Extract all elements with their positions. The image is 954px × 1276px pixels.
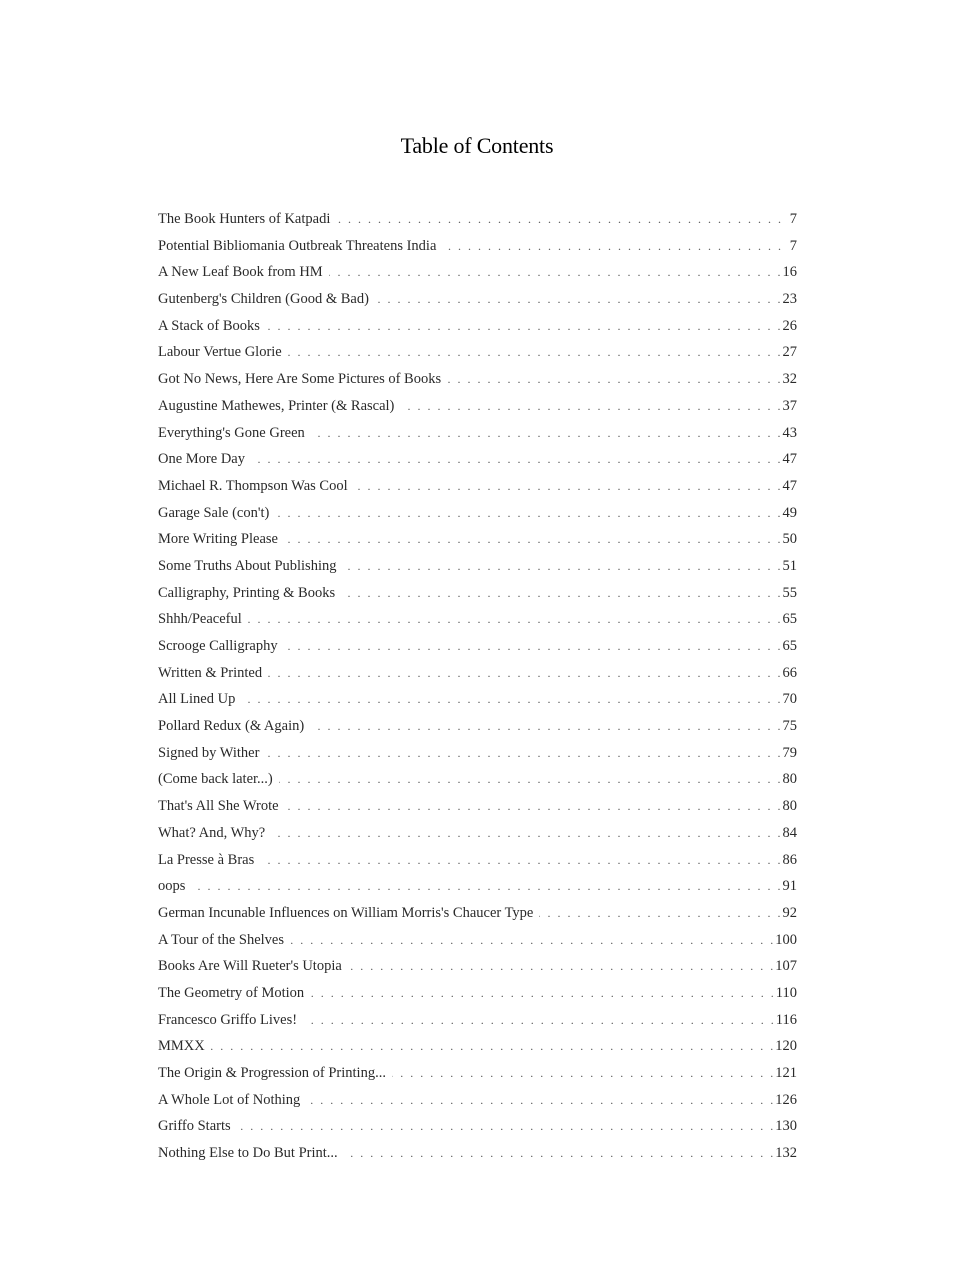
toc-page-number: 116 (775, 1011, 797, 1028)
toc-entry[interactable] (158, 238, 797, 265)
toc-entry[interactable] (158, 771, 797, 798)
toc-page-number: 70 (782, 691, 797, 708)
toc-entry-title: A New Leaf Book from HM (158, 264, 323, 281)
toc-entry-title: Griffo Starts (158, 1118, 231, 1135)
toc-entry-title: A Whole Lot of Nothing (158, 1091, 301, 1108)
toc-entry[interactable] (158, 291, 797, 318)
toc-entry-title: Signed by Wither (158, 744, 260, 761)
toc-entry-title: Augustine Mathewes, Printer (& Rascal) (158, 397, 395, 414)
toc-entry-title: The Origin & Progression of Printing... (158, 1065, 386, 1081)
toc-page-number: 92 (782, 904, 797, 921)
toc-page-number: 47 (782, 477, 797, 494)
toc-entry-title: Books Are Will Rueter's Utopia (158, 958, 342, 975)
dot-leader (539, 906, 780, 921)
toc-page-number: 130 (775, 1118, 797, 1135)
toc-entry-title: Michael R. Thompson Was Cool (158, 477, 348, 494)
toc-page-number: 32 (782, 371, 797, 388)
dot-leader (290, 933, 773, 948)
toc-entry[interactable] (158, 958, 797, 985)
toc-page-number: 55 (782, 584, 797, 601)
toc-entry-title: Everything's Gone Green (158, 424, 305, 441)
dot-leader (211, 1039, 774, 1054)
toc-entry-title: Some Truths About Publishing (158, 557, 337, 574)
toc-page-number: 49 (782, 504, 797, 521)
toc-page-number: 107 (775, 958, 797, 975)
dot-leader (442, 239, 781, 254)
dot-leader (279, 772, 781, 787)
toc-entry-title: La Presse à Bras (158, 851, 255, 868)
toc-entry-title: Shhh/Peaceful (158, 611, 242, 628)
toc-entry[interactable] (158, 478, 797, 505)
toc-entry-title: Scrooge Calligraphy (158, 638, 278, 654)
dot-leader (342, 559, 780, 574)
toc-entry-title: That's All She Wrote (158, 798, 279, 815)
toc-entry[interactable] (158, 665, 797, 692)
toc-page-number: 84 (782, 824, 797, 841)
toc-entry[interactable] (158, 531, 797, 558)
page-title: Table of Contents (400, 132, 554, 158)
toc-entry[interactable] (158, 1092, 797, 1119)
toc-entry-title: Written & Printed (158, 664, 263, 681)
toc-entry[interactable] (158, 211, 797, 238)
dot-leader (447, 372, 780, 387)
toc-entry[interactable] (158, 852, 797, 879)
toc-entry-title: The Geometry of Motion (158, 984, 305, 1001)
dot-leader (191, 879, 780, 894)
toc-entry-title: One More Day (158, 451, 245, 468)
dot-leader (248, 612, 781, 627)
toc-page-number: 91 (782, 878, 797, 895)
toc-entry-title: Calligraphy, Printing & Books (158, 584, 336, 601)
toc-entry[interactable] (158, 718, 797, 745)
toc-page-number: 26 (782, 317, 797, 334)
toc-page-number: 23 (782, 291, 797, 308)
toc-entry-title: Potential Bibliomania Outbreak Threatens India (158, 237, 437, 254)
toc-entry[interactable] (158, 638, 797, 665)
toc-page-number: 79 (782, 744, 797, 761)
dot-leader (392, 1066, 773, 1081)
toc-page-number: 80 (782, 798, 797, 815)
dot-leader (251, 452, 781, 467)
toc-entry-title: The Book Hunters of Katpadi (158, 211, 331, 227)
dot-leader (306, 1093, 773, 1108)
toc-page-number: 47 (782, 451, 797, 468)
toc-page-number: 7 (789, 237, 797, 254)
dot-leader (310, 986, 774, 1001)
dot-leader (375, 292, 781, 307)
dot-leader (265, 746, 780, 761)
toc-entry[interactable] (158, 1118, 797, 1145)
toc-entry[interactable] (158, 985, 797, 1012)
toc-page-number: 65 (782, 611, 797, 628)
toc-entry[interactable] (158, 745, 797, 772)
toc-page-number: 110 (775, 984, 797, 1001)
toc-entry-title: Francesco Griffo Lives! (158, 1011, 298, 1028)
dot-leader (354, 479, 781, 494)
toc-entry[interactable] (158, 878, 797, 905)
toc-page-number: 100 (775, 931, 797, 948)
dot-leader (266, 319, 781, 334)
toc-entry-title: All Lined Up (158, 691, 236, 708)
toc-entry-title: More Writing Please (158, 531, 278, 548)
dot-leader (344, 1146, 774, 1161)
toc-entry[interactable] (158, 1145, 797, 1172)
toc-page-number: 120 (775, 1038, 797, 1055)
toc-entry[interactable] (158, 798, 797, 825)
dot-leader (284, 639, 781, 654)
toc-page-number: 66 (782, 664, 797, 681)
toc-page-number: 51 (782, 557, 797, 574)
toc-entry[interactable] (158, 932, 797, 959)
toc-page-number: 75 (782, 718, 797, 735)
toc-entry[interactable] (158, 398, 797, 425)
toc-page-number: 121 (775, 1065, 797, 1081)
toc-entry[interactable] (158, 825, 797, 852)
toc-entry[interactable] (158, 611, 797, 638)
toc-entry-title: A Tour of the Shelves (158, 931, 284, 948)
toc-entry-title: What? And, Why? (158, 824, 266, 841)
dot-leader (341, 586, 780, 601)
toc-page-number: 80 (782, 771, 797, 788)
dot-leader (260, 853, 780, 868)
toc-entry-title: Garage Sale (con't) (158, 504, 270, 521)
toc-entry-title: Nothing Else to Do But Print... (158, 1145, 338, 1162)
dot-leader (336, 212, 781, 227)
toc-entry[interactable] (158, 425, 797, 452)
dot-leader (310, 719, 780, 734)
toc-entry[interactable] (158, 558, 797, 585)
dot-leader (400, 399, 780, 414)
toc-list (158, 211, 797, 1172)
dot-leader (271, 826, 780, 841)
toc-page-number: 37 (782, 397, 797, 414)
toc-entry[interactable] (158, 905, 797, 932)
dot-leader (241, 692, 780, 707)
toc-entry[interactable] (158, 585, 797, 612)
toc-entry-title: Got No News, Here Are Some Pictures of Books (158, 371, 442, 388)
toc-page-number: 126 (775, 1091, 797, 1108)
toc-entry-title: German Incunable Influences on William Morris's Chaucer Type (158, 904, 534, 921)
toc-entry[interactable] (158, 1065, 797, 1092)
toc-entry-title: A Stack of Books (158, 317, 260, 334)
dot-leader (268, 666, 780, 681)
dot-leader (303, 1013, 774, 1028)
dot-leader (275, 506, 780, 521)
dot-leader (284, 532, 781, 547)
dot-leader (288, 345, 781, 360)
toc-entry-title: MMXX (158, 1038, 205, 1055)
toc-page-number: 50 (782, 531, 797, 548)
dot-leader (311, 426, 781, 441)
toc-page-number: 43 (782, 424, 797, 441)
toc-entry[interactable] (158, 505, 797, 532)
toc-entry[interactable] (158, 371, 797, 398)
toc-entry[interactable] (158, 1038, 797, 1065)
toc-entry-title: Pollard Redux (& Again) (158, 718, 305, 735)
toc-entry[interactable] (158, 318, 797, 345)
toc-page-number: 86 (782, 851, 797, 868)
toc-entry-title: oops (158, 878, 186, 895)
toc-page-number: 27 (782, 344, 797, 361)
toc-page-number: 16 (782, 264, 797, 281)
toc-entry[interactable] (158, 264, 797, 291)
dot-leader (348, 959, 773, 974)
toc-page-number: 132 (775, 1145, 797, 1162)
toc-entry-title: Labour Vertue Glorie (158, 344, 282, 361)
dot-leader (329, 265, 781, 280)
toc-entry[interactable] (158, 344, 797, 371)
toc-entry[interactable] (158, 1012, 797, 1039)
toc-page-number: 7 (789, 211, 797, 227)
toc-entry-title: Gutenberg's Children (Good & Bad) (158, 291, 369, 308)
toc-entry-title: (Come back later...) (158, 771, 273, 788)
dot-leader (237, 1119, 774, 1134)
toc-entry[interactable] (158, 691, 797, 718)
dot-leader (285, 799, 781, 814)
toc-entry[interactable] (158, 451, 797, 478)
toc-page-number: 65 (782, 638, 797, 654)
